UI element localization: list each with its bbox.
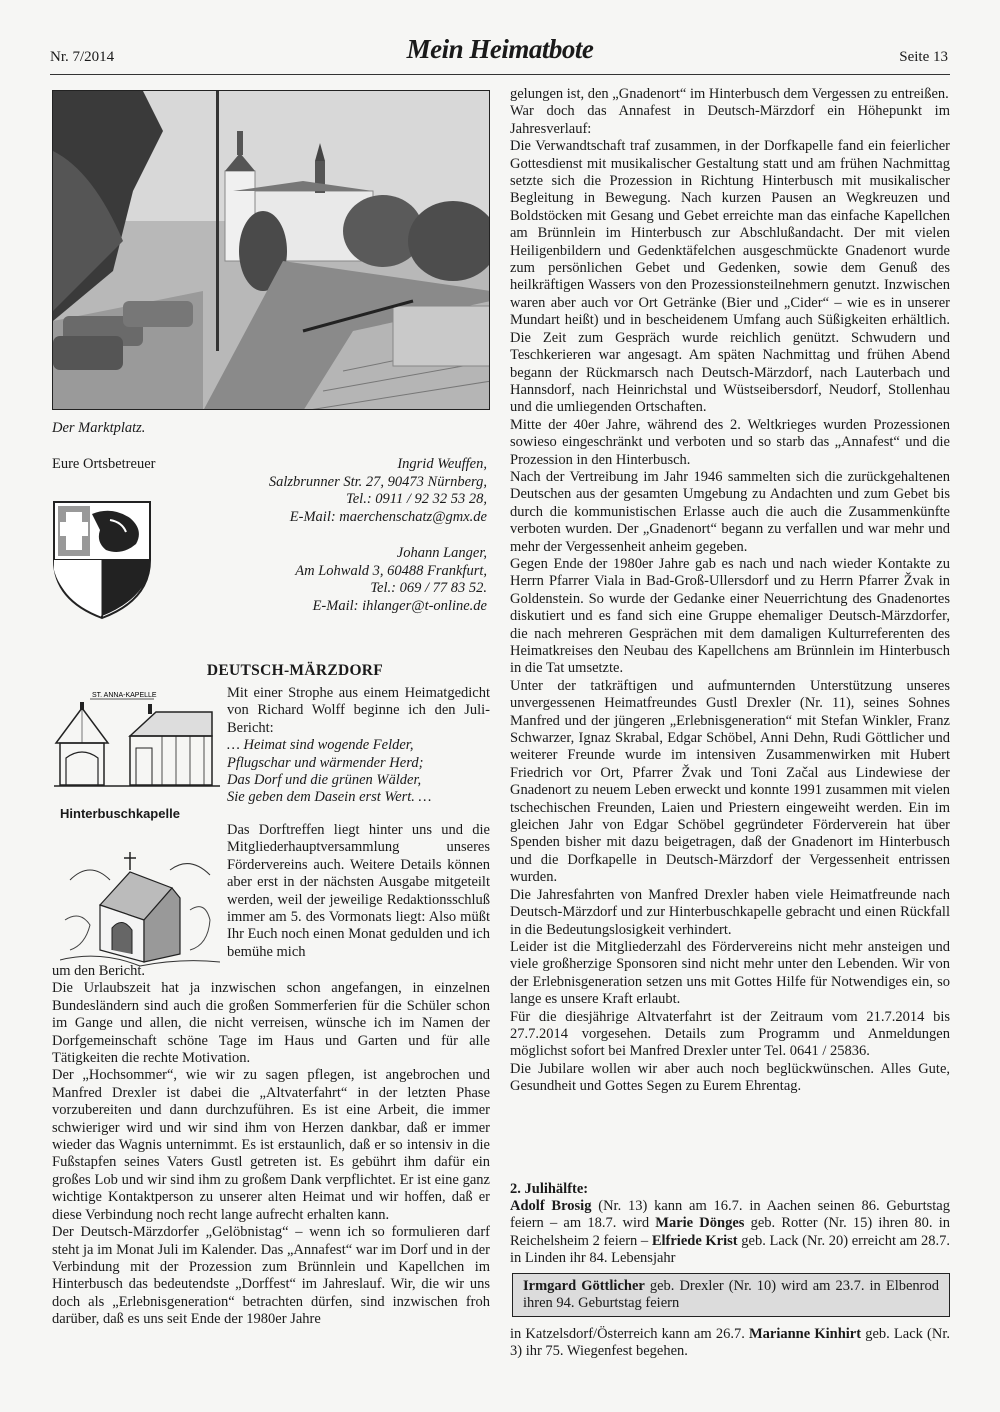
contact-email[interactable]: E-Mail: ihlanger@t-online.de	[312, 597, 487, 614]
jubilar-name: Irmgard Göttlicher	[523, 1278, 645, 1294]
jubilar-text: geb. Lack (Nr. 20) erreicht am 28.7. in Linden ihr 84. Lebensjahr	[510, 1232, 950, 1267]
paragraph: Die Jahresfahrten von Manfred Drexler haben viele Heimatfreunde nach Deutsch-Märzdorf und zur Hinterbuschkapelle gebracht und einen Rückfall in die Bedeutungslosigkeit verhindert.	[510, 886, 950, 938]
jubilar-text: geb. Rotter (Nr. 15) ihren 80. in Reichelsheim 2 feiern –	[510, 1215, 950, 1249]
masthead-title: Mein Heimatbote	[406, 34, 594, 64]
jubilar-text: geb. Drexler (Nr. 10) wird am 23.7. in Elbenrod ihren 94. Geburtstag feiern	[523, 1278, 939, 1312]
paragraph: Die Jubilare wollen wir aber auch noch beglückwünschen. Alles Gute, Gesundheit und Gottes Segen zu Eurem Ehrentag.	[510, 1060, 950, 1095]
page-number: Seite 13	[899, 49, 948, 65]
sketch-caption: ST. ANNA-KAPELLE	[92, 692, 157, 699]
intro-text	[227, 685, 490, 807]
paragraph: Mitte der 40er Jahre, während des 2. Weltkrieges wurden Prozessionen sowieso eingeschränkt und verboten und so starb das „Annafest“ und die Prozession in den Hinterbusch.	[510, 416, 950, 468]
chapel-elevation-sketch	[52, 688, 222, 800]
poem-line: Pflugschar und wärmender Herd;	[227, 754, 424, 771]
paragraph: Die Urlaubszeit hat ja inzwischen schon angefangen, in einzelnen Bundesländern sind auch die großen Sommerferien für die Schüler schon im Gange und allen, die nicht verreisen, wünsche ich im Namen der Dorfgemeinschaft schöne Tage im Haus und Garten und für alle Tätigkeiten die rechte Motivation.	[52, 980, 490, 1067]
jubilar-name: Elfriede Krist	[651, 1232, 738, 1249]
chapel-perspective-sketch	[60, 850, 220, 970]
ortsbetreuer-label: Eure Ortsbetreuer	[52, 456, 156, 472]
birthdays-heading: 2. Julihälfte:	[510, 1181, 589, 1197]
poem-line: … Heimat sind wogende Felder,	[227, 737, 414, 754]
paragraph: Nach der Vertreibung im Jahr 1946 sammelten sich die zurückgehaltenen Deutschen aus der gesamten Umgebung zu Andachten und zum Gebet bis durch die kommunistischen Erlasse auch die auch die Zusammenkünfte verboten wurden. Der „Gnadenort“ begann zu verfallen und war mehr und mehr der Vergessenheit anheim gegeben.	[510, 468, 950, 555]
paragraph: Der Deutsch-Märzdorfer „Gelöbnistag“ – wenn ich so formulieren darf steht ja im Monat Juli im Kalender. Das „Annafest“ war im Dorf und in der Verbindung mit der Prozession zum Brünnlein und Kapellchen im Hinterbusch das bedeutendste „Dorffest“ im Jahreslauf. Wir, die wir uns doch als „Erlebnisgeneration“ betrachten dürfen, sind inzwischen froh darüber, daß es uns seit Ende der 1980er Jahre	[52, 1224, 490, 1328]
paragraph: um den Bericht.	[52, 963, 146, 979]
header-divider	[50, 74, 950, 75]
marktplatz-photo	[52, 90, 490, 410]
contact-weuffen	[269, 456, 487, 526]
jubilar-text: geb. Lack (Nr. 3) ihr 75. Wiegenfest begehen.	[510, 1326, 950, 1360]
jubilar-text: (Nr. 13) kann am 16.7. in Aachen seinen 86. Geburtstag feiern – am 18.7. wird	[510, 1198, 950, 1232]
photo-caption: Der Marktplatz.	[52, 420, 146, 436]
paragraph: Der „Hochsommer“, wie wir zu sagen pflegen, ist angebrochen und Manfred Drexler ist dabei die „Altvaterfahrt“ in der letzten Phase vorzubereiten und dann durchzuführen. Es ist eine Arbeit, die immer schwieriger wird und wir sind ihm von Herzen dankbar, daß er immer wieder das Wagnis unternimmt. Es ist erstaunlich, daß er so intensiv in die Fußstapfen seines Vaters Gustl getreten ist. Es gebührt ihm dafür ein großes Lob und wir sind ihm zu großem Dank verpflichtet. Er ist eine ganz wichtige Kontaktperson zu unserer alten Heimat und wir hoffen, daß er diese Verbindung noch recht lange aufrecht erhalten kann.	[52, 1067, 490, 1223]
right-column-body	[510, 86, 950, 1096]
paragraph: Gegen Ende der 1980er Jahre gab es nach und nach wieder Kontakte zu Herrn Pfarrer Viala in Bad-Groß-Ullersdorf und zu Herrn Pfarrer Žvak in Goldenstein. So wurde der Gedanke einer Neuerrichtung des Gnadenortes diskutiert und es fand sich eine Gruppe ehemaliger Deutsch-Märzdorfer, die nach mehreren Gesprächen mit dem damaligen Kulturreferenten des Heimatkreises den Neubau des Kapellchens am Brünnlein im Hinterbusch in die Tat umsetzte.	[510, 555, 950, 677]
contact-langer	[295, 545, 487, 615]
jubilar-name: Adolf Brosig	[510, 1198, 592, 1214]
contact-name: Johann Langer,	[396, 545, 487, 561]
contact-phone: Tel.: 069 / 77 83 52.	[370, 580, 487, 596]
jubilar-text: in Katzelsdorf/Österreich kann am 26.7.	[510, 1326, 749, 1342]
contact-email[interactable]: E-Mail: maerchenschatz@gmx.de	[289, 508, 487, 525]
paragraph: Leider ist die Mitgliederzahl des Fördervereins nicht mehr ansteigen und viele großherzige Sponsoren sind nicht mehr unter den Lebenden. Wir von der Erlebnisgeneration setzen uns mit Gottes Hilfe für Notwendiges ein, so lange es unsere Kraft erlaubt.	[510, 938, 950, 1008]
poem-line: Sie geben dem Dasein erst Wert. …	[227, 789, 432, 806]
intro-sentence: Mit einer Strophe aus einem Heimatgedicht von Richard Wolff beginne ich den Juli-Bericht:	[227, 685, 490, 736]
birthdays-continued	[510, 1326, 950, 1361]
paragraph: gelungen ist, den „Gnadenort“ im Hinterbusch dem Vergessen zu entreißen.	[510, 86, 949, 102]
paragraph: Unter der tatkräftigen und aufmunternden Unterstützung unseres unvergessenen Heimatfreundes Gustl Drexler (Nr. 11), seines Sohnes Manfred und der jüngeren „Erlebnisgeneration“ mit Stefan Winkler, Franz Schwarzer, Ignaz Skrabal, Edgar Schöbel, Anni Dehn, Rudi Göttlicher und weiterer Freunde wurde im intensiven Zusammenwirken mit Hubert Friedrich vor Ort, Pfarrer Žvak und Toni Začal aus Lindewiese der Gnadenort zu neuem Leben erweckt und konnte 1991 zusammen mit vielen tschechischen Freunden, Laien und Priestern eingeweiht werden. Ein im gleichen Jahr von Edgar Schöbel gegründeter Förderverein hat über Spenden bisher mit dazu beigetragen, daß der Gnadenort im Hinterbusch und die Dorfkapelle in Deutsch-Märzdorf der Vergessenheit entrissen wurden.	[510, 677, 950, 886]
birthdays-list	[510, 1198, 950, 1268]
paragraph: War doch das Annafest in Deutsch-Märzdorf ein Höhepunkt im Jahresverlauf:	[510, 103, 950, 137]
issue-number: Nr. 7/2014	[50, 49, 115, 65]
paragraph: Für die diesjährige Altvaterfahrt ist der Zeitraum vom 21.7.2014 bis 27.7.2014 vorgesehen. Details zum Programm und Anmeldungen möglichst sofort bei Manfred Drexler unter Tel. 0641 / 25836.	[510, 1008, 950, 1060]
contact-name: Ingrid Weuffen,	[397, 456, 487, 472]
contact-address: Salzbrunner Str. 27, 90473 Nürnberg,	[268, 473, 487, 490]
paragraph-dorftreffen: Das Dorftreffen liegt hinter uns und die Mitgliederhauptversammlung unseres Fördervereins auch. Weitere Details können aber erst in der nächsten Ausgabe mitgeteilt werden, weil der jeweilige Redaktionsschluß immer am 5. des Vormonats liegt: Also müßt Ihr Euch noch einen Monat gedulden und ich bemühe mich	[227, 822, 490, 960]
paragraph: Die Verwandtschaft traf zusammen, in der Dorfkapelle fand ein feierlicher Gottesdienst mit musikalischer Gestaltung statt und am frühen Nachmittag setzte sich die Prozession in Richtung Hinterbusch mit musikalischer Begleitung in Bewegung. Nach kurzen Pausen an Wegkreuzen und Boldstöcken mit Gesang und Gebet erreichte man das einfache Kapellchen am Brünnlein im Hinterbusch zur Abschlußandacht. Der mit vielen Heiligenbildern und Gedenktäfelchen ausgeschmückte Gnadenort wurde zum persönlichen Gebet und Gedenken, sowie dem Genuß des heilkräftigen Wassers von den Prozessionsteilnehmern genutzt. Inzwischen waren aber auch vor Ort Getränke (Bier und „Cider“ – wie es in unserer Mundart heißt) und in bescheidenem Umfang auch Süßigkeiten erhältlich. Die Zeit zum Gespräch wurde reichlich genützt. Schwudern und Teschkerieren war angesagt. Am späten Nachmittag und frühen Abend begann der Rückmarsch nach Deutsch-Märzdorf, nach Lauterbach und Hannsdorf, nach Heinrichstal und Wüstseibersdorf, Neudorf, Stollenhau und die umliegenden Ortschaften.	[510, 138, 950, 416]
coat-of-arms-icon	[52, 500, 152, 620]
jubilar-name: Marianne Kinhirt	[748, 1326, 862, 1342]
left-column-body	[52, 963, 490, 1329]
chapel-label: Hinterbuschkapelle	[60, 806, 180, 821]
poem-line: Das Dorf und die grünen Wälder,	[227, 772, 422, 789]
section-title: DEUTSCH-MÄRZDORF	[206, 662, 384, 679]
highlighted-birthday-box	[512, 1273, 950, 1317]
contact-address: Am Lohwald 3, 60488 Frankfurt,	[295, 562, 487, 579]
contact-phone: Tel.: 0911 / 92 32 53 28,	[346, 491, 487, 507]
jubilar-name: Marie Dönges	[655, 1215, 745, 1232]
